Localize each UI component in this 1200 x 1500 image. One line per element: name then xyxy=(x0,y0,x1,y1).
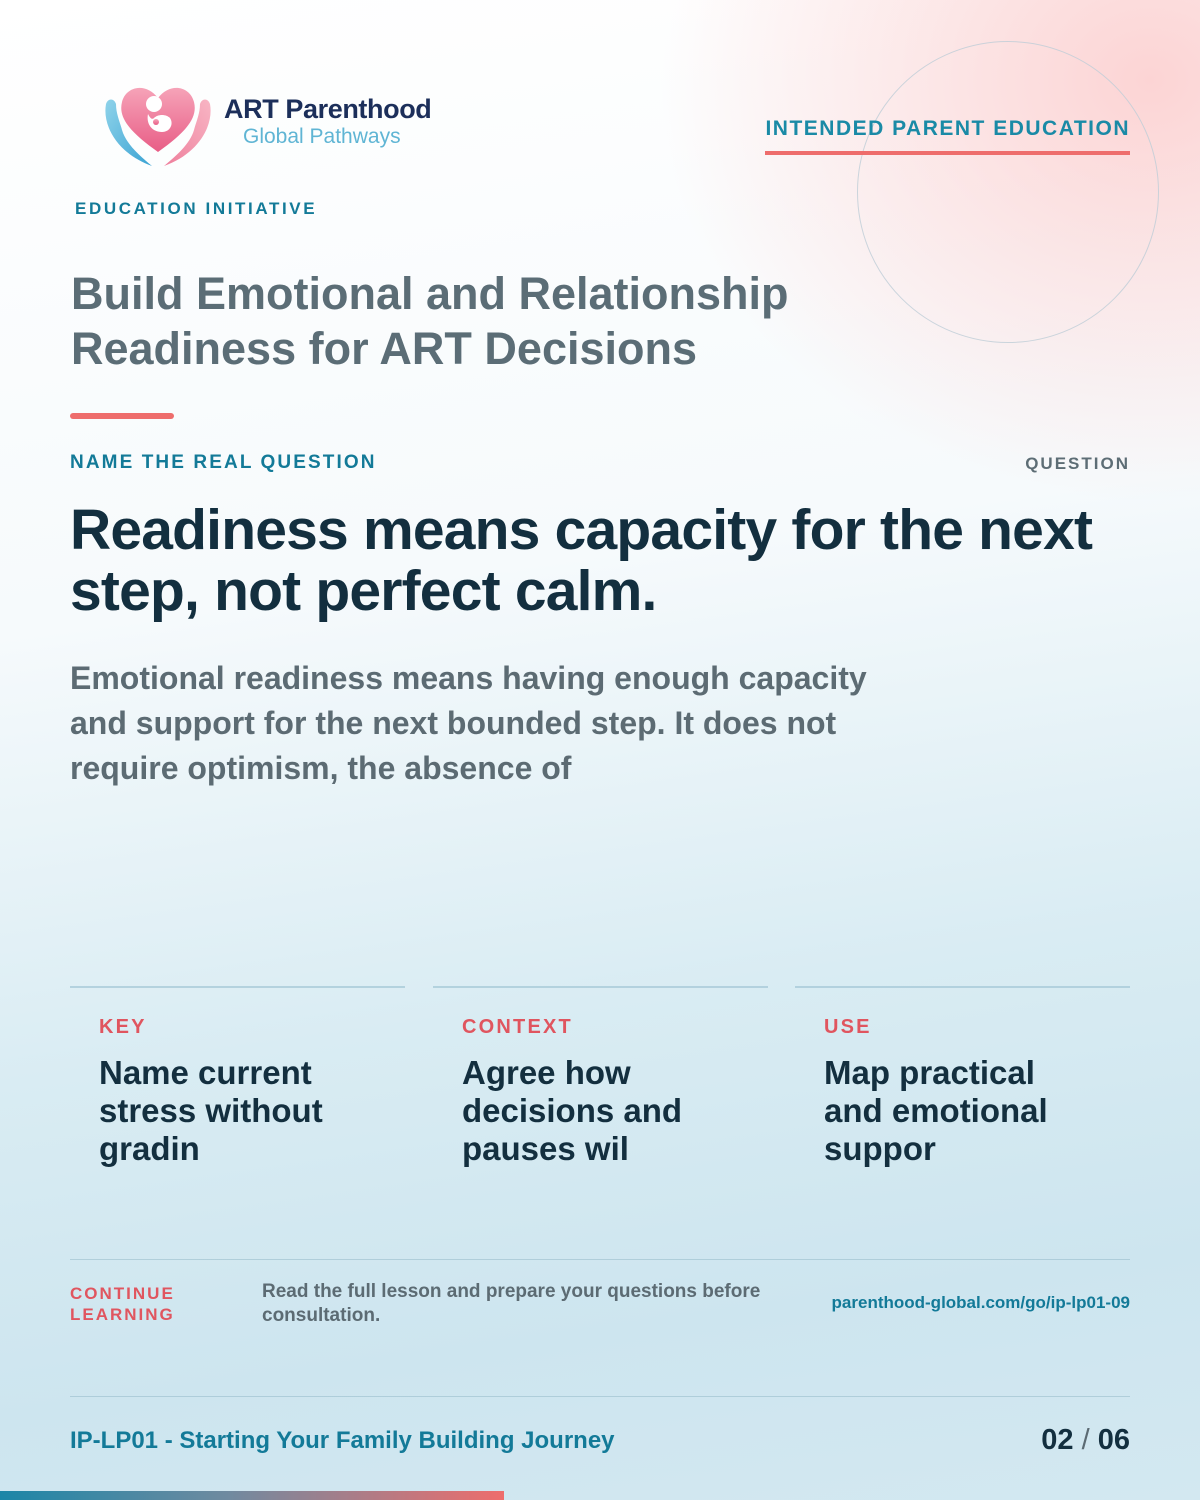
brand-subtitle: Global Pathways xyxy=(243,125,401,148)
card-label: USE xyxy=(824,1016,872,1038)
card-text: Name current stress without gradin xyxy=(99,1054,323,1167)
card-text: Map practical and emotional suppor xyxy=(824,1054,1048,1167)
body-paragraph: Emotional readiness means having enough capacity and support for the next bounded step. It does not require optimism, the absence of xyxy=(70,660,867,786)
brand-logo-lockup xyxy=(100,74,431,170)
key-points-cards xyxy=(70,986,1130,1186)
cta-description: Read the full lesson and prepare your questions before consultation. xyxy=(262,1281,761,1326)
page-counter xyxy=(1041,1424,1130,1457)
page-separator: / xyxy=(1081,1424,1090,1456)
header-tag xyxy=(765,117,1130,155)
education-initiative-kicker: EDUCATION INITIATIVE xyxy=(75,199,318,218)
card-label: KEY xyxy=(99,1016,147,1038)
page-current: 02 xyxy=(1041,1424,1074,1456)
brand-name: ART Parenthood xyxy=(224,94,432,124)
headline: Readiness means capacity for the next step, not perfect calm. xyxy=(70,498,1093,623)
course-title: IP-LP01 - Starting Your Family Building Journey xyxy=(70,1427,615,1454)
progress-bar-fill xyxy=(0,1491,504,1500)
card-context xyxy=(433,986,768,1186)
card-text: Agree how decisions and pauses wil xyxy=(462,1054,683,1167)
continue-learning-label: CONTINUE LEARNING xyxy=(70,1284,175,1324)
footer-divider xyxy=(70,1396,1130,1397)
page-total: 06 xyxy=(1097,1424,1130,1456)
heart-hands-logo-icon xyxy=(100,74,216,170)
cta-top-divider xyxy=(70,1259,1130,1260)
card-key xyxy=(70,986,405,1186)
page-title: Build Emotional and Relationship Readiness for ART Decisions xyxy=(71,268,789,374)
section-type-label: QUESTION xyxy=(1025,454,1130,473)
card-use xyxy=(795,986,1130,1186)
lesson-link[interactable]: parenthood-global.com/go/ip-lp01-09 xyxy=(831,1293,1130,1312)
card-label: CONTEXT xyxy=(462,1016,573,1038)
progress-bar xyxy=(0,1491,1200,1500)
header-tag-label: INTENDED PARENT EDUCATION xyxy=(765,117,1130,155)
decorative-circle xyxy=(857,41,1159,343)
section-label: NAME THE REAL QUESTION xyxy=(70,452,377,473)
title-accent-bar xyxy=(70,413,174,419)
